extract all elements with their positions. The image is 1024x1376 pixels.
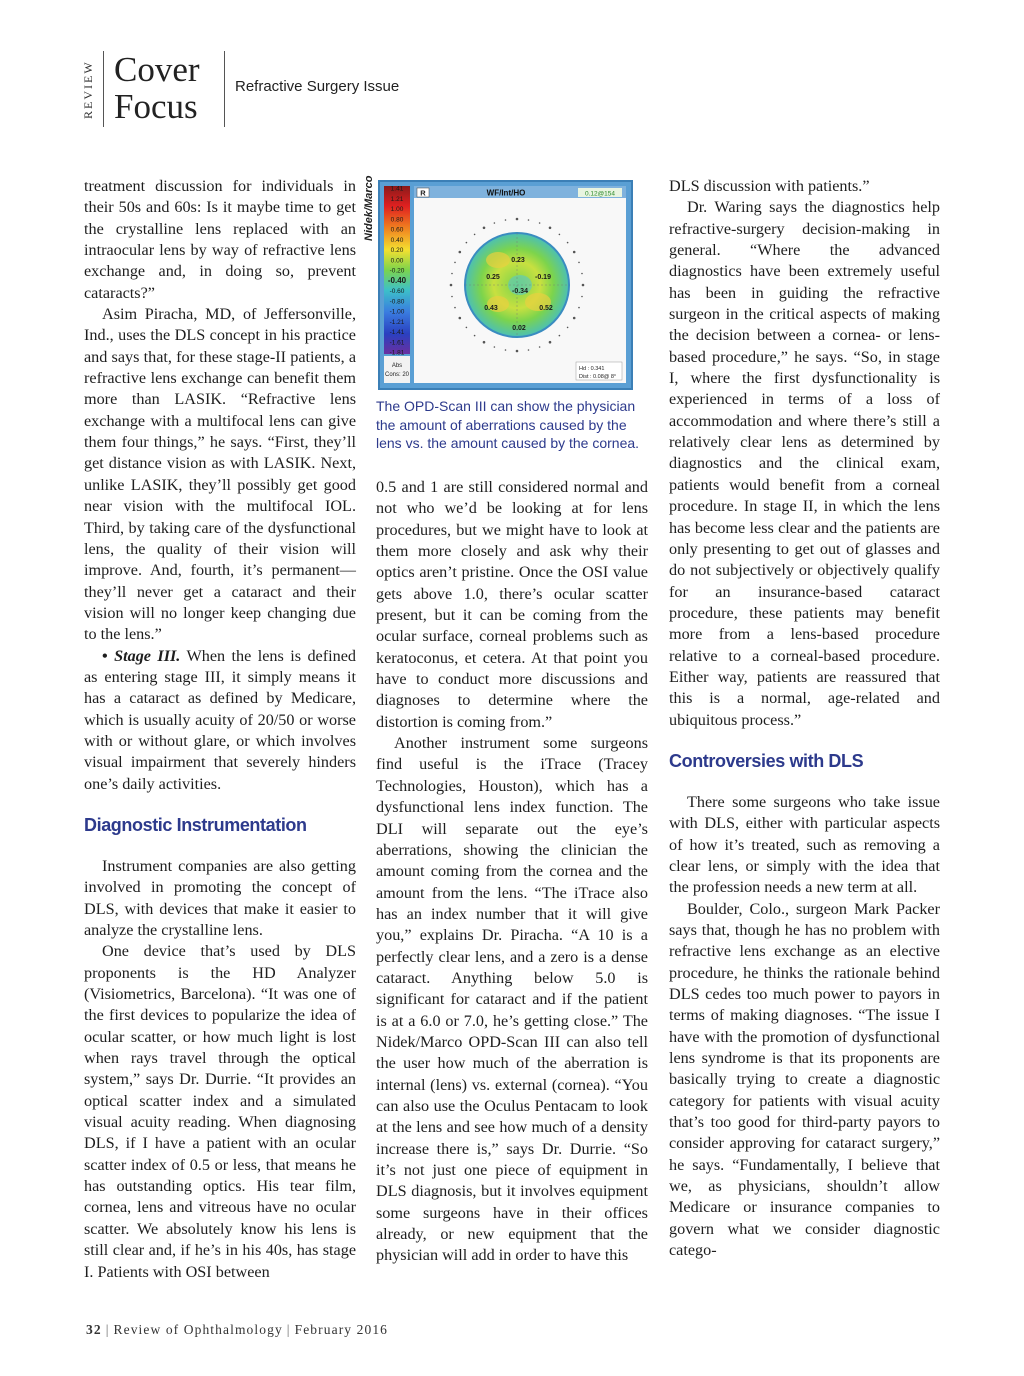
axis-tick bbox=[505, 219, 507, 221]
paragraph: treatment discussion for individuals in their 50s and 60s: Is it maybe time to get the crystalline lens replaced with an intraocular lens by way of refractive lens exchange and, in doing so, prevent cataracts?” bbox=[84, 177, 356, 302]
map-blob bbox=[486, 252, 510, 268]
axis-tick bbox=[567, 327, 569, 329]
scale-label: 0.00 bbox=[390, 257, 404, 265]
stats-dist: Dist : 0.08@ 8° bbox=[579, 374, 617, 380]
paragraph-text: When the lens is defined as entering stage III, it simply means it has a cataract as defined by Medicare, which is usually acuity of 20/50 or worse with or without glare, or which involves visual impairment that severely hinders one’s daily activities. bbox=[84, 646, 356, 793]
scale-label: -0.40 bbox=[387, 275, 407, 285]
stage-iii-label: Stage III. bbox=[114, 646, 181, 665]
article-column-3 bbox=[669, 176, 940, 1262]
axis-tick bbox=[559, 234, 561, 236]
scale-label: -1.41 bbox=[389, 329, 405, 336]
axis-tick bbox=[578, 262, 580, 264]
axis-tick bbox=[516, 218, 519, 221]
map-value-center: -0.34 bbox=[512, 288, 528, 295]
section-title-line1: Cover bbox=[114, 50, 200, 89]
axis-tick bbox=[539, 222, 541, 224]
scale-label: 1.00 bbox=[390, 206, 404, 213]
axis-tick bbox=[483, 341, 486, 344]
axis-tick bbox=[581, 273, 583, 275]
axis-tick bbox=[451, 273, 453, 275]
axis-tick bbox=[450, 284, 453, 287]
map-value-top: 0.23 bbox=[511, 257, 525, 264]
paragraph: Instrument companies are also getting involved in promoting the concept of DLS, with devices that make it easier to analyze the crystalline lens. bbox=[84, 856, 356, 939]
scale-foot-line1: Abs bbox=[391, 363, 403, 369]
scale-label: -0.80 bbox=[389, 298, 405, 306]
paragraph: Asim Piracha, MD, of Jeffersonville, Ind., uses the DLS concept in his practice and says that, for these stage-II patients, a refractive lens exchange can benefit them more than LASIK. “Refractive lens exchange with a multifocal lens can give them four things,” he says. “First, they’ll get distance vision as with LASIK. Next, unlike LASIK, they’ll possibly get good near vision with the multifocal IOL. Third, by taking care of the dysfunctional lens, the quality of their vision will improve. And, fourth, it’s permanent—they’ll never get a cataract and their vision will no longer keep changing due to the lens.” bbox=[84, 305, 356, 644]
axis-tick bbox=[459, 317, 462, 320]
axis-tick bbox=[474, 234, 476, 236]
header-divider bbox=[224, 51, 225, 127]
page-number: 32 bbox=[86, 1322, 102, 1337]
axis-tick bbox=[459, 251, 462, 254]
article-column-1 bbox=[84, 176, 356, 1283]
axis-tick bbox=[549, 227, 552, 230]
axis-tick bbox=[582, 284, 585, 287]
scale-label: 0.20 bbox=[390, 247, 404, 254]
scale-label: -0.60 bbox=[389, 288, 405, 295]
axis-tick bbox=[528, 219, 530, 221]
scale-label: 0.80 bbox=[390, 216, 404, 224]
axis-tick bbox=[528, 349, 530, 351]
scale-label: 0.60 bbox=[390, 226, 404, 234]
map-value-lower-left: 0.43 bbox=[484, 305, 498, 312]
scale-label: 0.40 bbox=[390, 236, 404, 244]
paragraph: 0.5 and 1 are still considered normal and not who we’d be looking at for lens procedures, but we might have to look at them more closely and ask why their optics aren’t pristine. Once the OSI value gets above 1.0, there’s ocular scatter present, but it can be coming from the ocular surface, corneal problems such as keratoconus, et cetera. At that point you have to conduct more discussions and diagnoses to determine where the distortion is coming from.” bbox=[376, 478, 648, 731]
axis-tick bbox=[451, 296, 453, 298]
scale-label: -1.81 bbox=[389, 349, 405, 357]
opd-scan-figure bbox=[364, 176, 652, 391]
axis-tick bbox=[567, 242, 569, 244]
axis-tick bbox=[483, 227, 486, 230]
map-value-bottom: 0.02 bbox=[512, 325, 526, 332]
axis-tick bbox=[578, 307, 580, 309]
bullet: • bbox=[102, 646, 115, 665]
scale-foot-line2: Cons: 20 bbox=[384, 372, 410, 378]
section-title bbox=[103, 51, 200, 127]
scale-foot-box bbox=[384, 356, 410, 383]
figure-frame bbox=[378, 180, 633, 390]
issue-label: Refractive Surgery Issue bbox=[235, 78, 400, 95]
figure-caption: The OPD-Scan III can show the physician the amount of aberrations caused by the lens vs. the amount caused by the cornea. bbox=[376, 398, 640, 451]
page-footer bbox=[86, 1322, 388, 1338]
paragraph: Boulder, Colo., surgeon Mark Packer says that, though he has no problem with refractive lens exchange as an elective procedure, he thinks the rationale behind DLS cedes too much power to payors in terms of making diagnoses. “The issue I have with the promotion of dysfunctional lens syndrome is that its proponents are basically trying to create a diagnostic category for patients with visual acuity that’s too good for third-party payors to consider approving for cataract surgery,” he says. “Fundamentally, I believe that we, as physicians, shouldn’t allow Medicare or insurance companies to govern what we consider diagnostic catego- bbox=[669, 899, 940, 1260]
issue-date: February 2016 bbox=[294, 1322, 389, 1337]
section-heading-controversies: Controversies with DLS bbox=[669, 750, 864, 771]
axis-tick bbox=[454, 307, 456, 309]
axis-tick bbox=[505, 349, 507, 351]
paragraph: Another instrument some surgeons find useful is the iTrace (Tracey Technologies, Houston), which has a dysfunctional lens index function. The DLI will separate out the eye’s aberrations, showing the clinician the amount coming from the cornea and the amount from the lens. “The iTrace also has an index number that it will give you,” explains Dr. Piracha. “A 10 is a perfectly clear lens, and a zero is a dense cataract. Anything below 5.0 is significant for cataract and if the patient is at a 6.0 or 7.0, he’s getting close.” The Nidek/Marco OPD-Scan III can also tell the user how much of the aberration is internal (lens) vs. external (cornea). “You can also use the Oculus Pentacam to look at the lens and see how much of a density increase there is,” says Dr. Durrie. “So it’s not just one piece of equipment in DLS diagnosis, but it involves equipment some surgeons have in their offices already, or new equipment that the physician will add in order to have this bbox=[376, 734, 648, 1265]
article-column-2 bbox=[376, 477, 648, 1267]
axis-tick bbox=[466, 242, 468, 244]
panel-title: WF/Int/HO bbox=[486, 188, 526, 198]
scale-label: 1.41 bbox=[390, 185, 404, 193]
footer-separator: | bbox=[105, 1322, 110, 1337]
scale-label: -1.61 bbox=[389, 339, 405, 347]
paragraph: DLS discussion with patients.” bbox=[669, 177, 870, 195]
axis-tick bbox=[454, 262, 456, 264]
axis-tick bbox=[494, 346, 496, 348]
wavefront-map-image bbox=[380, 182, 631, 388]
paragraph: Dr. Waring says the diagnostics help refractive-surgery decision-making in general. “Where the advanced diagnostics have been extremely useful has been in guiding the refractive surgeon in the critical aspects of making the decision between a cornea- or lens-based procedure,” he says. “So, in stage I, where the first dysfunctionality is experienced in terms of a loss of accommodation and where there’s still a relatively clear lens as determined by diagnostics and the clinical exam, patients would benefit from a corneal procedure. In stage II, in which the lens has become less clear and the patients are only presenting to get out of glasses and do not subjectively or objectively qualify for an insurance-based cataract procedure, these patients may benefit more from a lens-based procedure relative to a corneal-based procedure. Either way, patients are reassured that this is a normal, age-related and ubiquitous process.” bbox=[669, 198, 940, 729]
section-label-review: REVIEW bbox=[81, 60, 95, 120]
paragraph: One device that’s used by DLS proponents is the HD Analyzer (Visiometrics, Barcelona). “It was one of the first devices to popularize the idea of ocular scatter, or how much light is lost when rays travel through the optical system,” says Dr. Durrie. “It provides an optical scatter index and a simulated visual acuity reading. When diagnosing DLS, if I have a patient with an ocular scatter index of 0.5 or less, that means he has outstanding optics. His tear film, cornea, lens and vitreous have no ocular scatter. We absolutely know his lens is still clear and, if he’s in his 40s, has stage I. Patients with OSI between bbox=[84, 942, 356, 1281]
section-title-line2: Focus bbox=[114, 87, 198, 126]
map-value-left: 0.25 bbox=[486, 274, 500, 281]
stats-hd: Hd : 0.341 bbox=[579, 366, 605, 372]
scale-label: 1.21 bbox=[390, 195, 404, 203]
scale-label: -1.00 bbox=[389, 308, 405, 316]
map-value-lower-right: 0.52 bbox=[539, 305, 553, 312]
publication-name: Review of Ophthalmology bbox=[113, 1322, 283, 1337]
axis-tick bbox=[539, 346, 541, 348]
axis-tick bbox=[494, 222, 496, 224]
scale-label: -1.21 bbox=[389, 318, 405, 326]
axis-tick bbox=[516, 350, 519, 353]
paragraph: There some surgeons who take issue with DLS, either with particular aspects of how it’s treated, such as removing a clear lens, or simply with the idea that the profession needs a new term at all. bbox=[669, 792, 940, 897]
axis-tick bbox=[573, 317, 576, 320]
axis-tick bbox=[559, 335, 561, 337]
eye-label: R bbox=[420, 188, 426, 198]
section-heading-diagnostic-instrumentation: Diagnostic Instrumentation bbox=[84, 814, 307, 835]
axis-tick bbox=[549, 341, 552, 344]
axis-tick bbox=[474, 335, 476, 337]
axis-tick bbox=[573, 251, 576, 254]
figure-credit: Nidek/Marco bbox=[363, 176, 375, 242]
axis-tick bbox=[466, 327, 468, 329]
axis-tick bbox=[581, 296, 583, 298]
paragraph-stage-iii bbox=[84, 646, 356, 795]
panel-id: 0.12@154 bbox=[584, 190, 616, 198]
footer-separator: | bbox=[286, 1322, 291, 1337]
scale-label: -0.20 bbox=[389, 267, 405, 275]
map-value-right: -0.19 bbox=[535, 274, 551, 281]
